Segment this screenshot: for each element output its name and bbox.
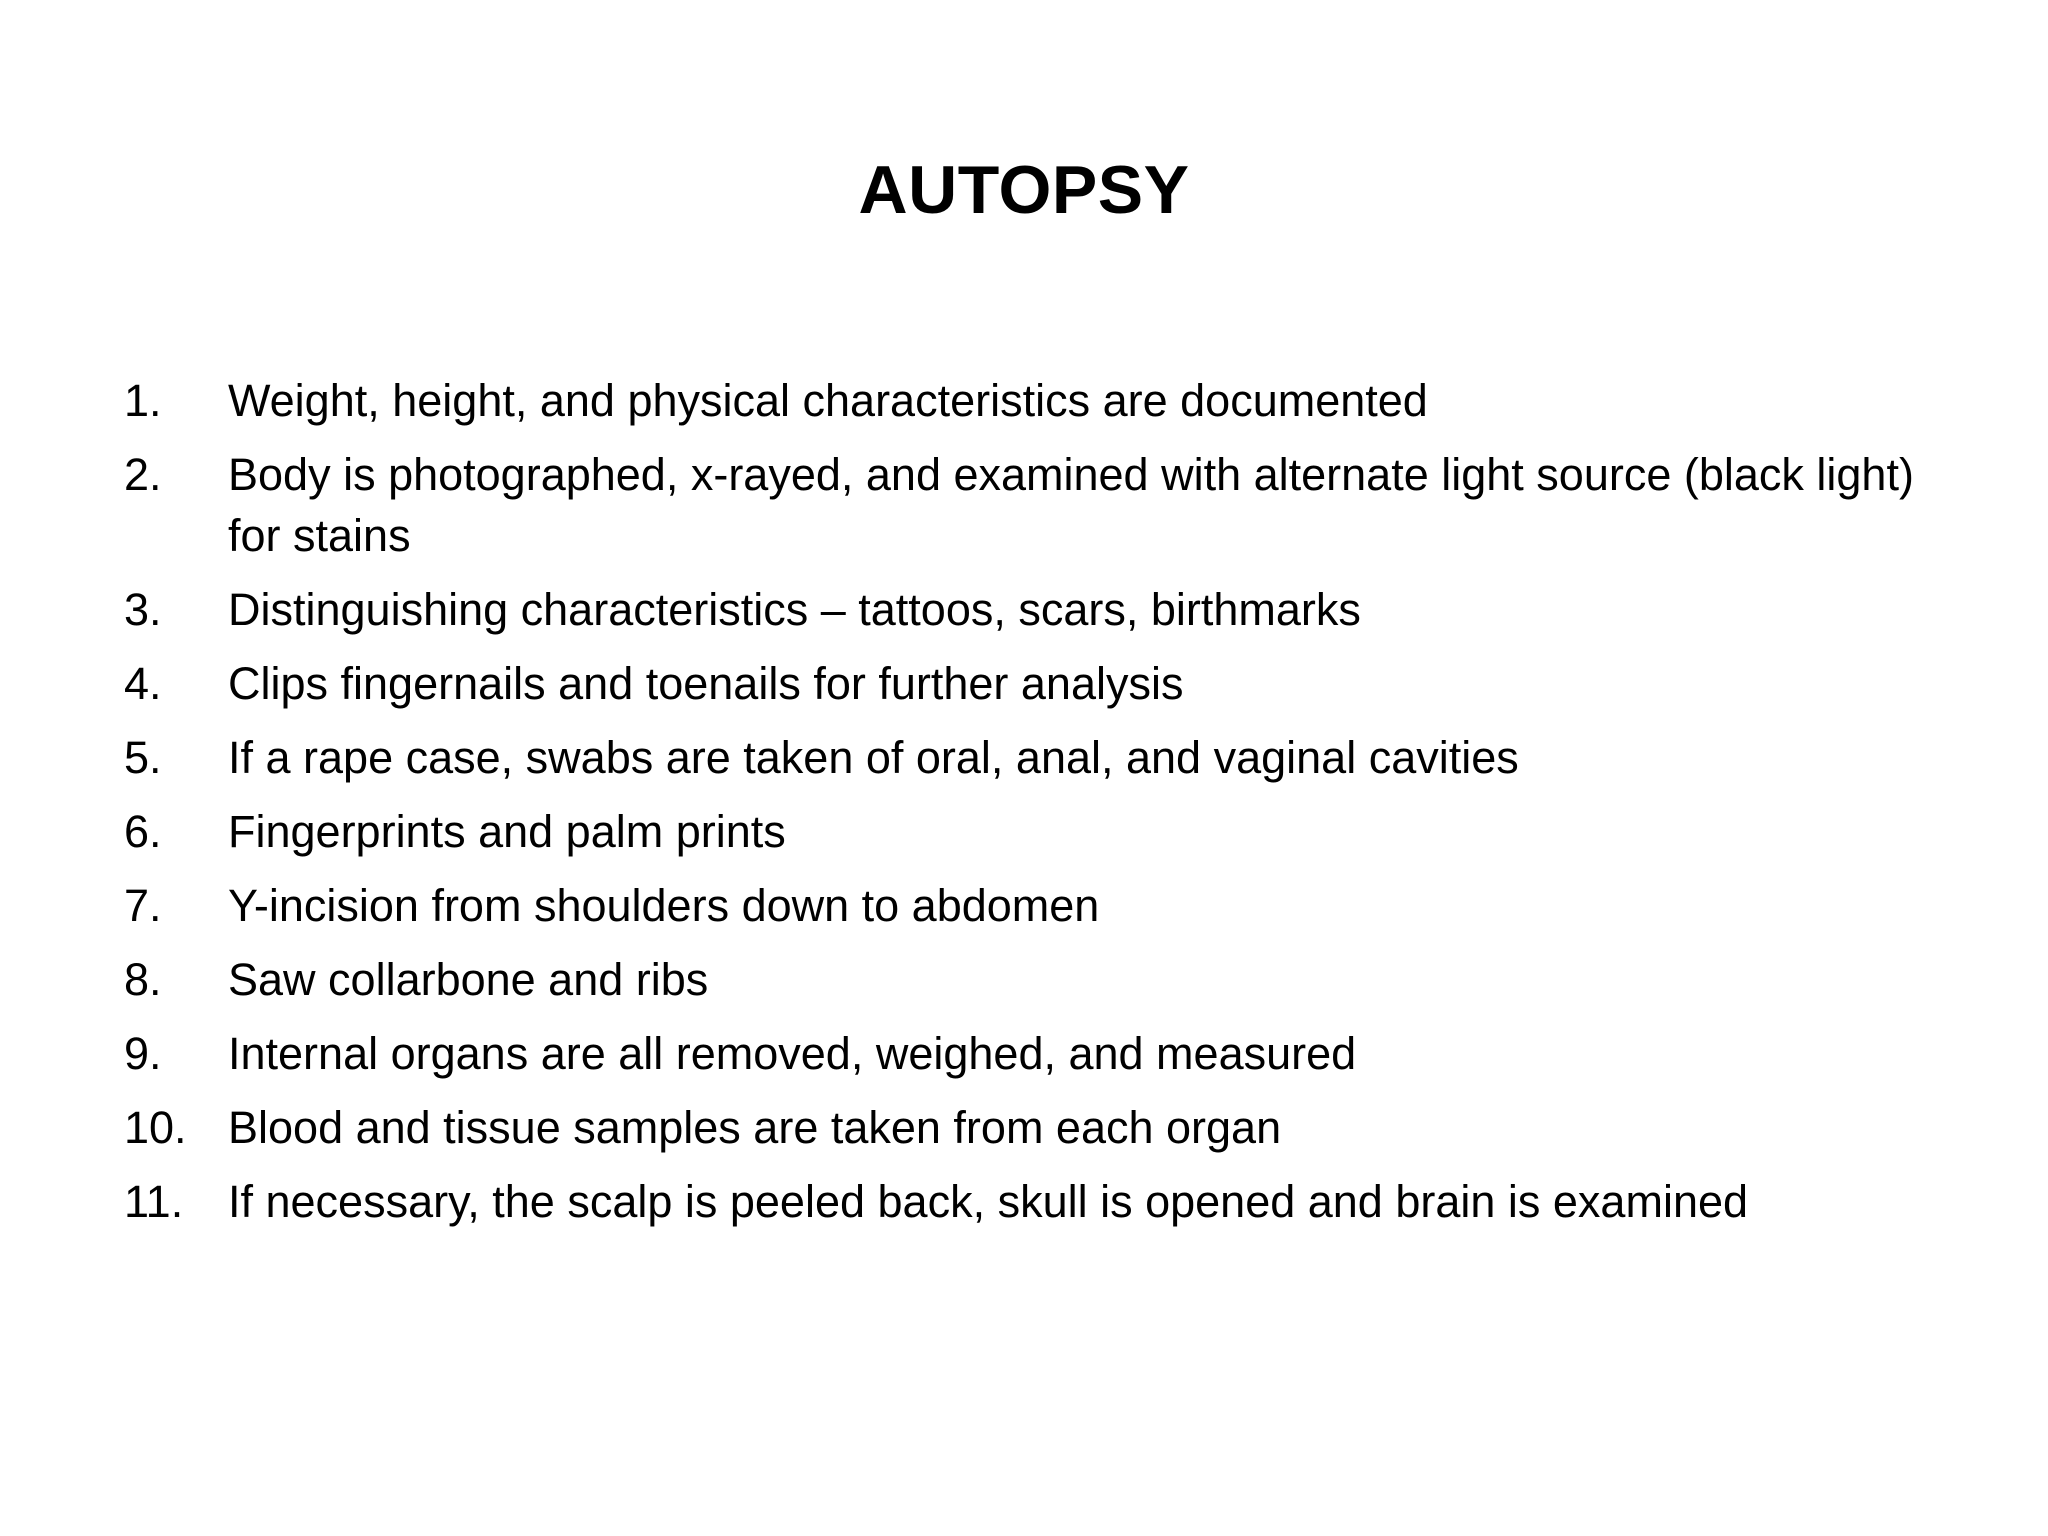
- step-number: 4.: [124, 658, 162, 709]
- step-number: 9.: [124, 1028, 162, 1079]
- list-item: [124, 444, 1924, 566]
- step-number: 10.: [124, 1102, 187, 1153]
- list-item: [124, 1097, 1924, 1158]
- step-number: 3.: [124, 584, 162, 635]
- list-item: [124, 727, 1924, 788]
- list-item: [124, 949, 1924, 1010]
- list-item: [124, 1171, 1924, 1232]
- step-text: Weight, height, and physical characteristics are documented: [228, 375, 1428, 426]
- step-text: Clips fingernails and toenails for further analysis: [228, 658, 1184, 709]
- list-item: [124, 1023, 1924, 1084]
- slide-title: AUTOPSY: [858, 152, 1190, 228]
- list-item: [124, 653, 1924, 714]
- step-text: Y-incision from shoulders down to abdomen: [228, 880, 1100, 931]
- step-text: Distinguishing characteristics – tattoos, scars, birthmarks: [228, 584, 1361, 635]
- step-text: If a rape case, swabs are taken of oral, anal, and vaginal cavities: [228, 732, 1519, 783]
- step-text: Saw collarbone and ribs: [228, 954, 709, 1005]
- step-text: Fingerprints and palm prints: [228, 806, 786, 857]
- step-number: 6.: [124, 806, 162, 857]
- list-item: [124, 579, 1924, 640]
- step-number: 5.: [124, 732, 162, 783]
- step-number: 7.: [124, 880, 162, 931]
- step-text: Body is photographed, x-rayed, and examined with alternate light source (black light) for stains: [228, 449, 1914, 561]
- step-number: 11.: [124, 1176, 184, 1227]
- list-item: [124, 875, 1924, 936]
- step-number: 2.: [124, 449, 162, 500]
- step-number: 8.: [124, 954, 162, 1005]
- list-item: [124, 801, 1924, 862]
- step-text: If necessary, the scalp is peeled back, skull is opened and brain is examined: [228, 1176, 1749, 1227]
- autopsy-step-list: [124, 370, 1924, 1245]
- list-item: [124, 370, 1924, 431]
- step-text: Blood and tissue samples are taken from each organ: [228, 1102, 1282, 1153]
- step-number: 1.: [124, 375, 162, 426]
- step-text: Internal organs are all removed, weighed, and measured: [228, 1028, 1357, 1079]
